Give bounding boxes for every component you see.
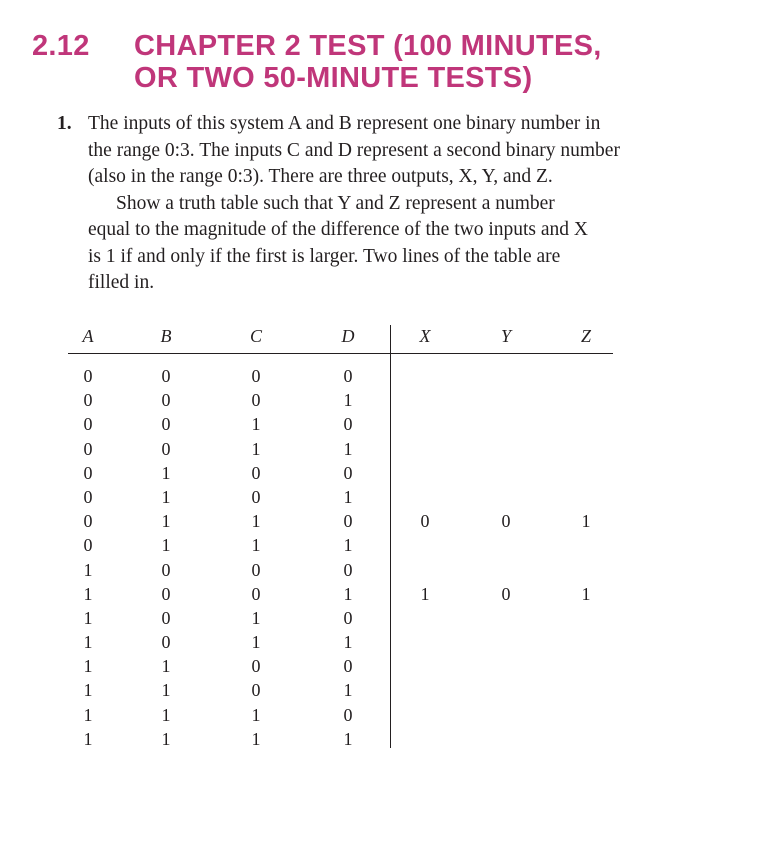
cell-d: 1	[343, 438, 353, 459]
table-row	[68, 461, 613, 485]
cell-b: 1	[161, 511, 171, 532]
cell-c: 0	[251, 462, 261, 483]
cell-a: 0	[83, 462, 93, 483]
cell-c: 1	[251, 607, 261, 628]
table-row	[68, 485, 613, 509]
cell-d: 1	[343, 583, 353, 604]
cell-c: 1	[251, 438, 261, 459]
cell-c: 1	[251, 414, 261, 435]
cell-a: 0	[83, 390, 93, 411]
problem-line: the range 0:3. The inputs C and D represent a second binary number	[88, 139, 620, 161]
cell-a: 0	[83, 486, 93, 507]
table-row	[68, 703, 613, 727]
cell-c: 1	[251, 704, 261, 725]
header-cell-b: B	[160, 326, 172, 346]
cell-d: 1	[343, 486, 353, 507]
cell-a: 0	[83, 511, 93, 532]
cell-x: 0	[420, 511, 430, 532]
cell-x: 1	[420, 583, 430, 604]
cell-z: 1	[581, 511, 591, 532]
table-row	[68, 388, 613, 412]
cell-c: 0	[251, 583, 261, 604]
cell-d: 1	[343, 632, 353, 653]
cell-d: 1	[343, 535, 353, 556]
section-title-line-1: CHAPTER 2 TEST (100 MINUTES,	[134, 30, 602, 62]
problem-number: 1.	[57, 113, 72, 134]
cell-d: 0	[343, 656, 353, 677]
header-cell-c: C	[249, 326, 262, 346]
cell-b: 1	[161, 535, 171, 556]
cell-b: 1	[161, 680, 171, 701]
cell-a: 1	[83, 656, 93, 677]
cell-z: 1	[581, 583, 591, 604]
header-cell-y: Y	[500, 326, 511, 346]
header-cell-a: A	[82, 326, 94, 346]
table-row	[68, 412, 613, 436]
cell-d: 0	[343, 559, 353, 580]
table-row	[68, 364, 613, 388]
cell-c: 0	[251, 366, 261, 386]
table-row	[68, 582, 613, 606]
cell-b: 0	[161, 414, 171, 435]
cell-d: 0	[343, 462, 353, 483]
cell-a: 1	[83, 728, 93, 749]
problem-line: The inputs of this system A and B represent one binary number in	[88, 113, 601, 134]
header-cell-d: D	[341, 326, 355, 346]
cell-b: 0	[161, 583, 171, 604]
cell-c: 1	[251, 632, 261, 653]
cell-d: 0	[343, 414, 353, 435]
cell-a: 0	[83, 414, 93, 435]
section-title-line-2: OR TWO 50-MINUTE TESTS)	[134, 62, 533, 94]
cell-b: 0	[161, 607, 171, 628]
table-row	[68, 654, 613, 678]
cell-a: 0	[83, 535, 93, 556]
cell-a: 1	[83, 607, 93, 628]
cell-d: 1	[343, 390, 353, 411]
cell-a: 1	[83, 680, 93, 701]
table-row	[68, 558, 613, 582]
truth-table-header	[68, 325, 613, 354]
cell-c: 0	[251, 680, 261, 701]
truth-table	[68, 325, 613, 751]
cell-b: 0	[161, 390, 171, 411]
table-row	[68, 606, 613, 630]
cell-c: 1	[251, 535, 261, 556]
cell-b: 1	[161, 486, 171, 507]
cell-d: 0	[343, 366, 353, 386]
cell-b: 1	[161, 728, 171, 749]
cell-b: 1	[161, 462, 171, 483]
cell-a: 1	[83, 704, 93, 725]
header-cell-x: X	[419, 326, 431, 346]
cell-d: 0	[343, 511, 353, 532]
cell-d: 0	[343, 607, 353, 628]
cell-a: 0	[83, 366, 93, 386]
cell-a: 1	[83, 632, 93, 653]
header-cell-z: Z	[580, 326, 591, 346]
cell-c: 0	[251, 390, 261, 411]
cell-b: 0	[161, 632, 171, 653]
table-row	[68, 678, 613, 702]
problem-line: filled in.	[88, 272, 155, 293]
problem-text	[88, 111, 673, 297]
table-row	[68, 437, 613, 461]
cell-c: 0	[251, 559, 261, 580]
cell-c: 0	[251, 486, 261, 507]
cell-b: 0	[161, 559, 171, 580]
cell-b: 1	[161, 656, 171, 677]
cell-y: 0	[501, 583, 511, 604]
problem-line: Show a truth table such that Y and Z represent a number	[116, 192, 555, 214]
table-row	[68, 630, 613, 654]
cell-b: 0	[161, 438, 171, 459]
cell-a: 1	[83, 559, 93, 580]
cell-a: 1	[83, 583, 93, 604]
cell-c: 1	[251, 511, 261, 532]
problem-line: (also in the range 0:3). There are three outputs, X, Y, and Z.	[88, 166, 553, 187]
section-number: 2.12	[32, 30, 90, 62]
table-row	[68, 509, 613, 533]
truth-table-body	[68, 354, 613, 751]
cell-y: 0	[501, 511, 511, 532]
table-row	[68, 533, 613, 557]
table-row	[68, 727, 613, 751]
cell-b: 1	[161, 704, 171, 725]
cell-b: 0	[161, 366, 171, 386]
cell-d: 1	[343, 680, 353, 701]
cell-c: 0	[251, 656, 261, 677]
problem-line: is 1 if and only if the first is larger. Two lines of the table are	[88, 245, 561, 267]
cell-c: 1	[251, 728, 261, 749]
problem-line: equal to the magnitude of the difference of the two inputs and X	[88, 219, 588, 240]
cell-d: 1	[343, 728, 353, 749]
cell-a: 0	[83, 438, 93, 459]
cell-d: 0	[343, 704, 353, 725]
